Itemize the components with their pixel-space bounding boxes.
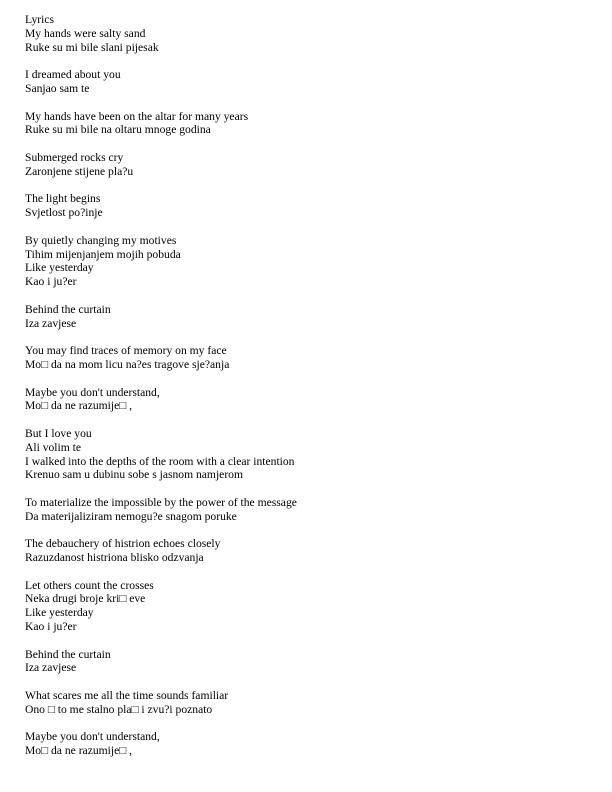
lyric-line: Like yesterday (25, 606, 94, 620)
lyric-line: Ali volim te (25, 440, 82, 454)
stanza (25, 151, 595, 179)
stanza-gap (25, 675, 595, 689)
stanza-gap (25, 96, 595, 110)
stanza (25, 110, 595, 138)
lyric-line: Let others count the crosses (25, 578, 154, 592)
stanza-gap (25, 565, 595, 579)
stanza-gap (25, 179, 595, 193)
lyric-line: Svjetlost po?inje (25, 206, 103, 220)
lyric-line: Iza zavjese (25, 661, 77, 675)
lyric-line: What scares me all the time sounds familiar (25, 689, 229, 703)
lyric-line: Mo□ da na mom licu na?es tragove sje?anja (25, 357, 230, 371)
lyric-line: Krenuo sam u dubinu sobe s jasnom namjerom (25, 468, 243, 482)
lyric-line: My hands were salty sand (25, 26, 146, 40)
stanza-gap (25, 372, 595, 386)
lyric-line: My hands have been on the altar for many years (25, 109, 249, 123)
lyric-line: You may find traces of memory on my face (25, 344, 227, 358)
stanza (25, 427, 595, 482)
stanza-gap (25, 523, 595, 537)
stanza (25, 689, 595, 717)
stanza-gap (25, 137, 595, 151)
lyric-line: I walked into the depths of the room with a clear intention (25, 454, 295, 468)
lyric-line: But I love you (25, 426, 92, 440)
stanza-gap (25, 330, 595, 344)
lyric-line: Iza zavjese (25, 316, 77, 330)
stanza-gap (25, 54, 595, 68)
lyric-line: Maybe you don't understand, (25, 730, 160, 744)
stanza-gap (25, 413, 595, 427)
stanza (25, 68, 595, 96)
document-title: Lyrics (25, 13, 54, 26)
lyric-line: Mo□ da ne razumije□ , (25, 744, 133, 758)
lyric-line: Razuzdanost histriona blisko odzvanja (25, 551, 204, 565)
lyric-line: Neka drugi broje kri□ eve (25, 592, 146, 606)
lyric-line: Tihim mijenjanjem mojih pobuda (25, 247, 181, 261)
stanza (25, 234, 595, 289)
lyric-line: By quietly changing my motives (25, 233, 177, 247)
stanza (25, 537, 595, 565)
lyric-line: Ruke su mi bile na oltaru mnoge godina (25, 123, 211, 137)
stanza (25, 192, 595, 220)
stanza (25, 386, 595, 414)
lyric-line: Sanjao sam te (25, 81, 90, 95)
stanza (25, 27, 595, 55)
lyric-line: The debauchery of histrion echoes closely (25, 537, 221, 551)
lyric-line: Zaronjene stijene pla?u (25, 164, 134, 178)
stanza-gap (25, 289, 595, 303)
lyric-line: Ruke su mi bile slani pijesak (25, 40, 159, 54)
lyric-line: The light begins (25, 192, 101, 206)
stanza-list (25, 27, 595, 758)
lyric-line: Kao i ju?er (25, 275, 77, 289)
lyric-line: Maybe you don't understand, (25, 385, 160, 399)
lyric-line: Behind the curtain (25, 302, 111, 316)
stanza (25, 579, 595, 634)
stanza (25, 730, 595, 758)
lyric-line: I dreamed about you (25, 68, 121, 82)
stanza (25, 344, 595, 372)
stanza (25, 303, 595, 331)
lyric-line: Submerged rocks cry (25, 150, 124, 164)
lyric-line: Da materijaliziram nemogu?e snagom poruke (25, 509, 237, 523)
lyric-line: To materialize the impossible by the power of the message (25, 495, 297, 509)
lyric-line: Like yesterday (25, 261, 94, 275)
lyric-line: Kao i ju?er (25, 620, 77, 634)
stanza-gap (25, 482, 595, 496)
stanza-gap (25, 634, 595, 648)
stanza (25, 648, 595, 676)
lyric-line: Behind the curtain (25, 647, 111, 661)
lyric-line: Ono □ to me stalno pla□ i zvu?i poznato (25, 702, 213, 716)
stanza (25, 496, 595, 524)
stanza-gap (25, 717, 595, 731)
stanza-gap (25, 220, 595, 234)
lyrics-document (25, 13, 595, 758)
lyric-line: Mo□ da ne razumije□ , (25, 399, 133, 413)
